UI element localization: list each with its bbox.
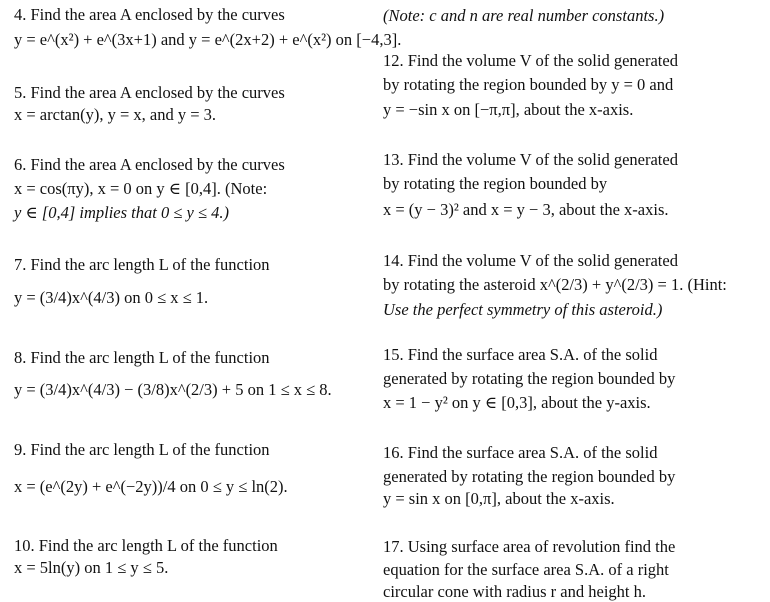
problem-line: 12. Find the volume V of the solid generated — [383, 51, 678, 70]
problem-line: 7. Find the arc length L of the function — [14, 255, 270, 274]
problem-line: y = sin x on [0,π], about the x-axis. — [383, 489, 615, 508]
problem-line: 6. Find the area A enclosed by the curves — [14, 155, 285, 174]
problem-line: 5. Find the area A enclosed by the curves — [14, 83, 285, 102]
problem-line: by rotating the region bounded by — [383, 174, 608, 193]
problem-line: generated by rotating the region bounded by — [383, 369, 676, 388]
problem-hint: Use the perfect symmetry of this asteroid.) — [383, 300, 663, 319]
problem-line: 10. Find the arc length L of the function — [14, 536, 278, 555]
problem-line: 17. Using surface area of revolution find the — [383, 537, 676, 556]
problem-line: y = −sin x on [−π,π], about the x-axis. — [383, 100, 634, 119]
problem-line: x = cos(πy), x = 0 on y ∈ [0,4]. (Note: — [14, 179, 268, 198]
problem-line: equation for the surface area S.A. of a right — [383, 560, 669, 579]
problem-line: 14. Find the volume V of the solid generated — [383, 251, 678, 270]
problem-line: 13. Find the volume V of the solid generated — [383, 150, 678, 169]
problem-line: x = 5ln(y) on 1 ≤ y ≤ 5. — [14, 558, 169, 577]
problem-line: x = (y − 3)² and x = y − 3, about the x-axis. — [383, 200, 669, 219]
problem-line: 4. Find the area A enclosed by the curves — [14, 5, 285, 24]
problem-line: y = (3/4)x^(4/3) on 0 ≤ x ≤ 1. — [14, 288, 209, 307]
problem-line: generated by rotating the region bounded by — [383, 467, 676, 486]
problem-line: x = (e^(2y) + e^(−2y))/4 on 0 ≤ y ≤ ln(2). — [14, 477, 288, 496]
problem-line: circular cone with radius r and height h. — [383, 582, 646, 601]
problem-note: y ∈ [0,4] implies that 0 ≤ y ≤ 4.) — [14, 203, 230, 222]
problem-line: x = arctan(y), y = x, and y = 3. — [14, 105, 217, 124]
problem-line: x = 1 − y² on y ∈ [0,3], about the y-axis. — [383, 393, 651, 412]
problem-line: y = e^(x²) + e^(3x+1) and y = e^(2x+2) + e^(x²) on [−4,3]. — [14, 30, 402, 49]
problem-line: y = (3/4)x^(4/3) − (3/8)x^(2/3) + 5 on 1 ≤ x ≤ 8. — [14, 380, 332, 399]
problem-line: 16. Find the surface area S.A. of the solid — [383, 443, 658, 462]
problem-line: 15. Find the surface area S.A. of the solid — [383, 345, 658, 364]
problem-line: 8. Find the arc length L of the function — [14, 348, 270, 367]
problem-line: 9. Find the arc length L of the function — [14, 440, 270, 459]
problem-note: (Note: c and n are real number constants.) — [383, 6, 665, 25]
problem-line: by rotating the region bounded by y = 0 and — [383, 75, 674, 94]
problem-line: by rotating the asteroid x^(2/3) + y^(2/3) = 1. (Hint: — [383, 275, 727, 294]
